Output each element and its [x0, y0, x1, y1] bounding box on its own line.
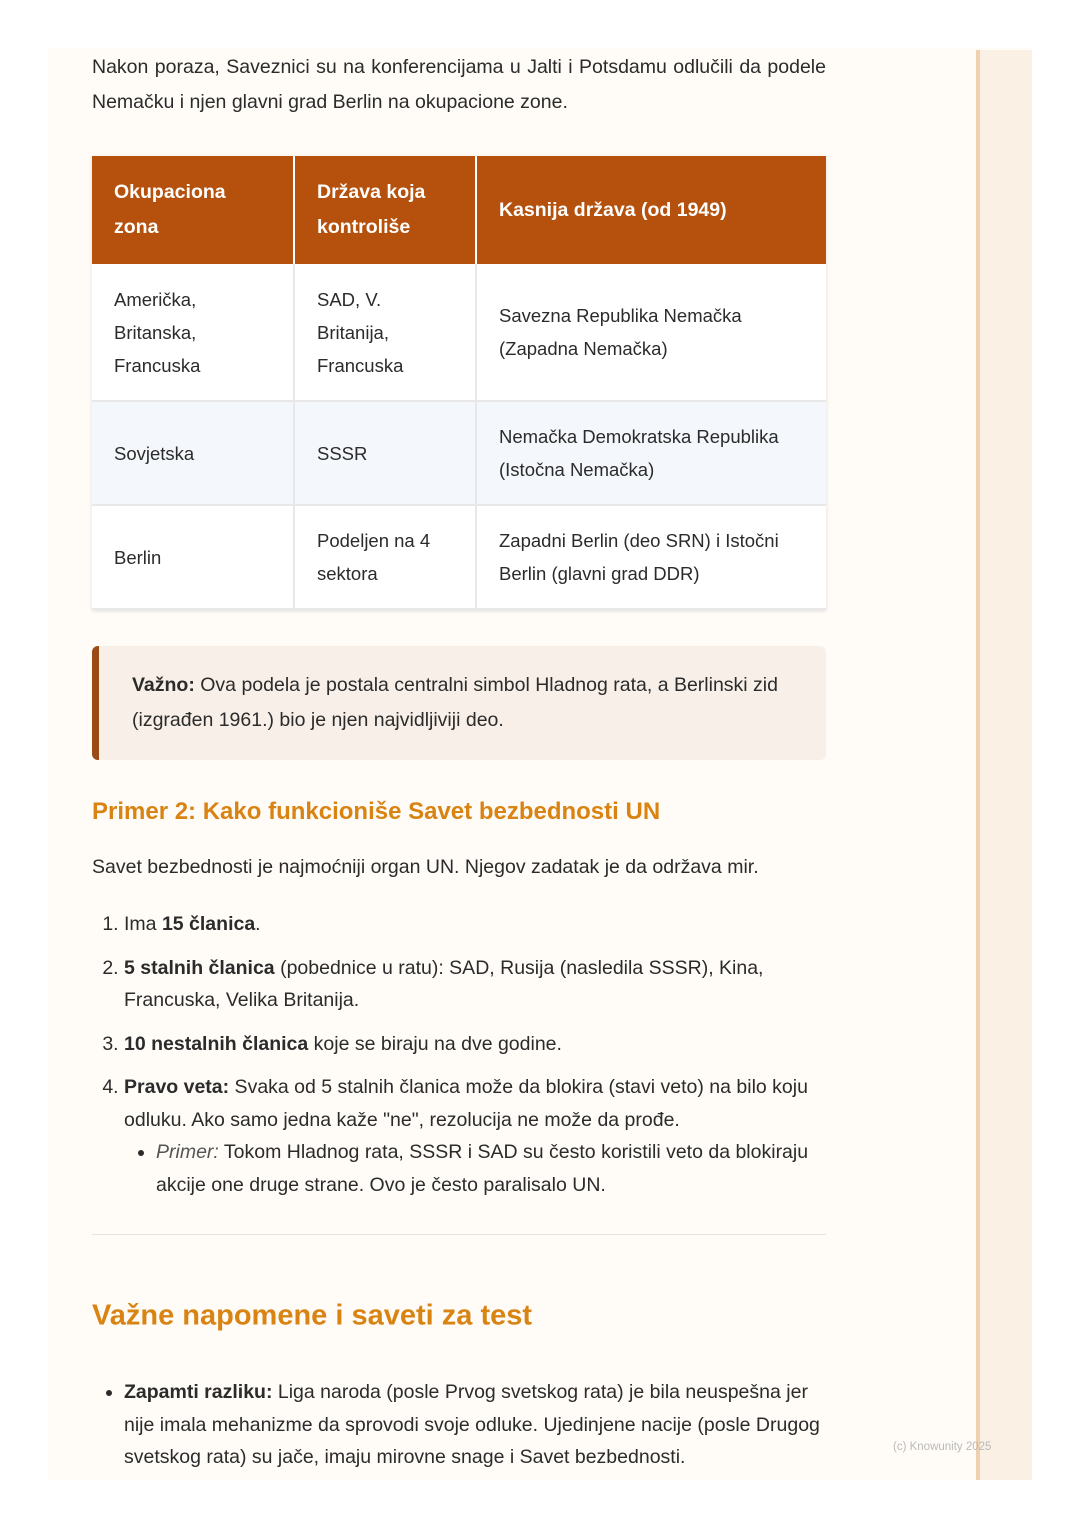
veto-example-list: [124, 1136, 824, 1201]
security-council-list: [92, 908, 824, 1212]
list-item: [124, 1028, 824, 1061]
important-callout: [92, 646, 826, 760]
table-cell: Zapadni Berlin (deo SRN) i Istočni Berlin (glavni grad DDR): [476, 505, 826, 609]
copyright-notice: (c) Knowunity 2025: [893, 1441, 992, 1453]
table-header-row: [92, 156, 826, 264]
side-margin-line: [976, 50, 980, 1480]
header-occupation-zone: Okupaciona zona: [92, 156, 294, 264]
item-text: .: [255, 913, 261, 935]
tip-text: Liga naroda (posle Prvog svetskog rata) je bila neuspešna jer nije imala mehanizme da sprovodi svoje odluke. Ujedinjene nacije (posle Drugog svetskog rata) su jače, imaju mirovne snage i Savet bezbednosti.: [124, 1381, 820, 1468]
example-label: Primer:: [156, 1141, 219, 1163]
item-text: Ima: [124, 913, 162, 935]
section-heading-test-tips: Važne napomene i saveti za test: [92, 1299, 533, 1332]
table-cell: SAD, V. Britanija, Francuska: [294, 264, 476, 401]
section-heading-security-council: Primer 2: Kako funkcioniše Savet bezbednosti UN: [92, 798, 661, 825]
callout-label: Važno:: [132, 674, 195, 696]
table-cell: Berlin: [92, 505, 294, 609]
item-text: Svaka od 5 stalnih članica može da blokira (stavi veto) na bilo koju odluku. Ako samo jedna kaže "ne", rezolucija ne može da prođe.: [124, 1076, 808, 1131]
list-item: [124, 952, 824, 1017]
tip-bold: Zapamti razliku:: [124, 1381, 273, 1403]
occupation-zones-table: [92, 156, 826, 610]
table-cell: Savezna Republika Nemačka (Zapadna Nemačka): [476, 264, 826, 401]
example-text: Tokom Hladnog rata, SSSR i SAD su često koristili veto da blokiraju akcije one druge strane. Ovo je često paralisalo UN.: [156, 1141, 809, 1196]
table-cell: Podeljen na 4 sektora: [294, 505, 476, 609]
table-cell: SSSR: [294, 401, 476, 505]
item-text: koje se biraju na dve godine.: [308, 1032, 562, 1055]
table-row: [92, 401, 826, 505]
list-item: [124, 908, 824, 941]
security-council-intro: Savet bezbednosti je najmoćniji organ UN. Njegov zadatak je da održava mir.: [92, 856, 759, 878]
callout-text: Ova podela je postala centralni simbol Hladnog rata, a Berlinski zid (izgrađen 1961.) bio je njen najvidljiviji deo.: [132, 674, 778, 731]
item-bold: 15 članica: [161, 913, 256, 935]
header-controlling-state: Država koja kontroliše: [294, 156, 476, 264]
intro-paragraph: Nakon poraza, Saveznici su na konferencijama u Jalti i Potsdamu odlučili da podele Nemačku i njen glavni grad Berlin na okupacione zone.: [92, 56, 826, 113]
list-item: [124, 1376, 824, 1474]
table-row: [92, 264, 826, 401]
table-cell: Američka, Britanska, Francuska: [92, 264, 294, 401]
test-tips-list: [92, 1376, 824, 1474]
table-cell: Sovjetska: [92, 401, 294, 505]
item-text: (pobednice u ratu): SAD, Rusija (nasledila SSSR), Kina, Francuska, Velika Britanija.: [124, 956, 764, 1011]
side-margin-strip: [976, 50, 1032, 1480]
header-later-state: Kasnija država (od 1949): [476, 156, 826, 264]
item-bold: Pravo veta:: [124, 1076, 230, 1098]
item-bold: 10 nestalnih članica: [124, 1032, 309, 1055]
table-row: [92, 505, 826, 609]
section-divider: [92, 1234, 826, 1235]
document-content: [92, 50, 826, 1468]
list-item: [156, 1136, 824, 1201]
table-cell: Nemačka Demokratska Republika (Istočna Nemačka): [476, 401, 826, 505]
list-item: [124, 1071, 824, 1201]
item-bold: 5 stalnih članica: [124, 956, 275, 979]
